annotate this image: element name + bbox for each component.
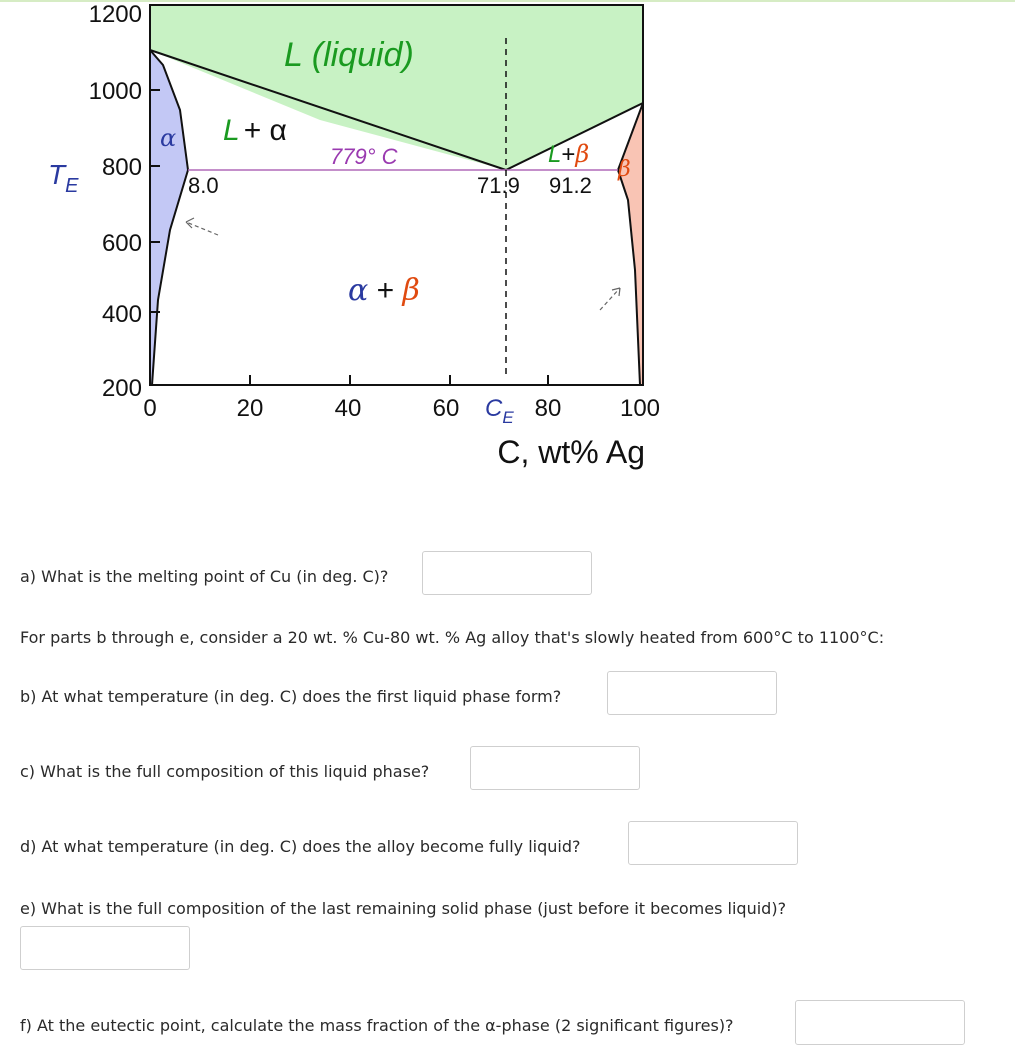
- phase-diagram: [0, 0, 700, 480]
- answer-f-input[interactable]: [795, 1000, 965, 1045]
- beta-pointer-arrow: [600, 288, 620, 310]
- answer-a-input[interactable]: [422, 551, 592, 595]
- x-tick-60: 60: [432, 395, 460, 422]
- x-tick-80: 80: [534, 395, 562, 422]
- x-axis-title: C, wt% Ag: [497, 434, 645, 470]
- y-tick-400: 400: [101, 301, 142, 328]
- answer-b-input[interactable]: [607, 671, 777, 715]
- y-axis-label: $T_E$: [48, 159, 79, 197]
- liquid-label: L (liquid): [284, 36, 414, 74]
- question-f: f) At the eutectic point, calculate the mass fraction of the α-phase (2 significant figures)?: [20, 1016, 734, 1035]
- question-b: b) At what temperature (in deg. C) does the first liquid phase form?: [20, 687, 562, 706]
- beta-region: [618, 103, 643, 385]
- question-d: d) At what temperature (in deg. C) does the alloy become fully liquid?: [20, 837, 581, 856]
- answer-e-input[interactable]: [20, 926, 190, 970]
- answer-c-input[interactable]: [470, 746, 640, 790]
- y-tick-600: 600: [101, 230, 142, 257]
- beta-composition-label: 91.2: [549, 173, 592, 198]
- beta-label: β: [618, 157, 631, 182]
- question-intro: For parts b through e, consider a 20 wt. % Cu-80 wt. % Ag alloy that's slowly heated from 600°C to 1100°C:: [20, 628, 885, 647]
- alpha-label: α: [160, 124, 177, 152]
- question-c: c) What is the full composition of this liquid phase?: [20, 762, 430, 781]
- answer-d-input[interactable]: [628, 821, 798, 865]
- x-tick-40: 40: [334, 395, 362, 422]
- y-tick-1200: 1200: [88, 1, 142, 28]
- l-plus-alpha-label: L + α: [223, 114, 287, 147]
- y-tick-800: 800: [101, 154, 142, 181]
- alpha-composition-label: 8.0: [188, 173, 219, 198]
- x-axis-marker-ce: $C_E$: [485, 395, 514, 427]
- question-e: e) What is the full composition of the last remaining solid phase (just before it becomes liquid)?: [20, 899, 787, 918]
- eutectic-temperature-label: 779° C: [330, 144, 398, 169]
- y-tick-200: 200: [101, 375, 142, 402]
- alpha-plus-beta-label: α + β: [348, 273, 420, 308]
- l-plus-beta-label: L+β: [548, 140, 590, 168]
- x-tick-0: 0: [143, 395, 157, 422]
- y-tick-1000: 1000: [88, 78, 142, 105]
- x-tick-100: 100: [619, 395, 661, 422]
- alpha-pointer-arrow: [186, 222, 218, 235]
- x-tick-20: 20: [236, 395, 264, 422]
- eutectic-composition-label: 71.9: [477, 173, 520, 198]
- question-a: a) What is the melting point of Cu (in deg. C)?: [20, 567, 389, 586]
